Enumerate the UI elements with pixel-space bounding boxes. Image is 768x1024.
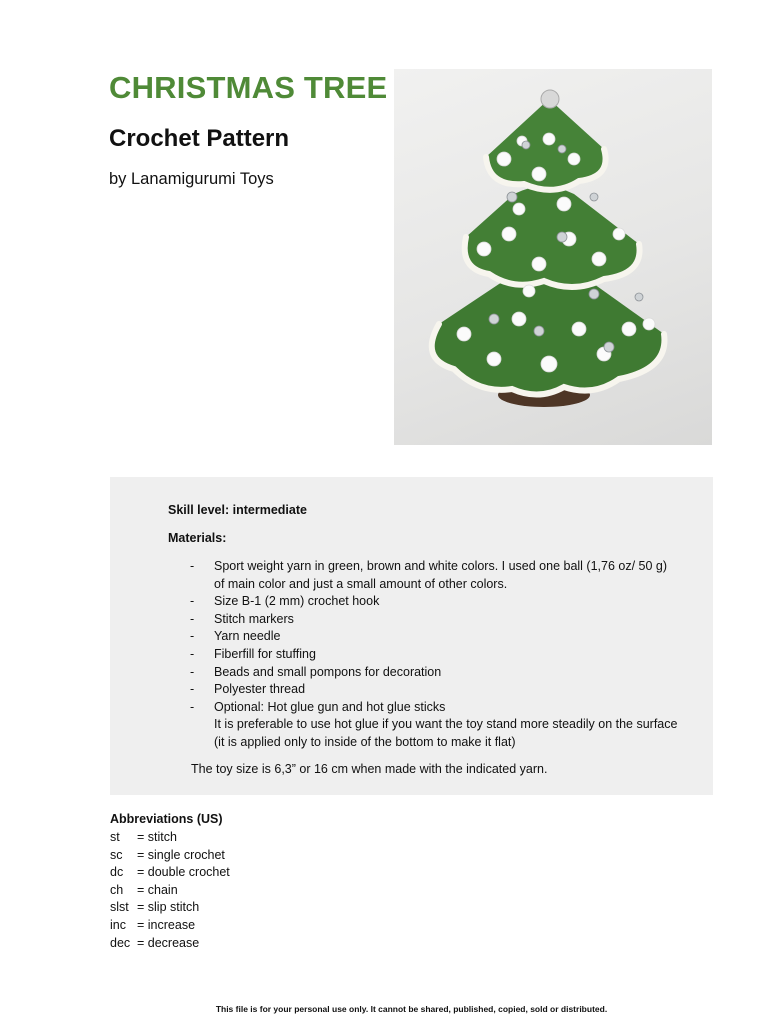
abbr-definition: = double crochet (137, 865, 230, 880)
material-text: Beads and small pompons for decoration (214, 664, 442, 679)
material-text: Polyester thread (214, 682, 306, 697)
abbr-code: inc (110, 917, 126, 932)
copyright-footer: This file is for your personal use only. It cannot be shared, published, copied, sold or distributed. (215, 1004, 608, 1014)
author-line: by Lanamigurumi Toys (109, 170, 274, 188)
abbreviations-list (110, 829, 310, 952)
christmas-tree-photo (394, 69, 712, 445)
crochet-tree-illustration (394, 69, 712, 445)
list-item (110, 864, 310, 882)
list-item (110, 917, 310, 935)
list-item (110, 882, 310, 900)
list-item (190, 681, 710, 699)
materials-list (190, 558, 710, 752)
abbr-definition: = decrease (137, 935, 200, 950)
list-item (110, 935, 310, 953)
list-item (190, 611, 710, 629)
abbr-code: st (110, 830, 120, 844)
list-item (190, 699, 710, 752)
list-dash: - (190, 629, 195, 644)
list-dash: - (190, 611, 195, 626)
list-dash: - (190, 646, 195, 661)
abbr-code: dec (110, 935, 131, 950)
abbr-code: dc (110, 865, 124, 880)
abbr-code: sc (110, 847, 123, 862)
list-dash: - (190, 559, 195, 573)
abbr-code: ch (110, 882, 124, 897)
material-text: Fiberfill for stuffing (214, 646, 316, 661)
material-text: Yarn needle (214, 629, 281, 644)
list-item (110, 899, 310, 917)
abbreviations-heading: Abbreviations (US) (110, 812, 223, 826)
toy-size-note: The toy size is 6,3” or 16 cm when made with the indicated yarn. (191, 762, 548, 776)
abbr-definition: = increase (137, 917, 196, 932)
abbr-definition: = stitch (137, 830, 177, 844)
material-text: Stitch markers (214, 611, 294, 626)
list-item (190, 558, 710, 593)
skill-level: Skill level: intermediate (168, 503, 307, 517)
abbr-definition: = single crochet (137, 847, 225, 862)
material-text: Optional: Hot glue gun and hot glue sticks It is preferable to use hot glue if you want the toy stand more steadily on the surface (it is applied only to inside of the bottom to make it flat) (214, 699, 678, 749)
material-text: Size B-1 (2 mm) crochet hook (214, 594, 380, 609)
list-dash: - (190, 664, 195, 679)
list-item (110, 847, 310, 865)
materials-heading: Materials: (168, 531, 227, 545)
abbr-code: slst (110, 900, 129, 915)
page-title: CHRISTMAS TREE (109, 70, 388, 105)
list-dash: - (190, 699, 195, 714)
page-subtitle: Crochet Pattern (109, 125, 290, 152)
list-item (190, 646, 710, 664)
list-item (110, 829, 310, 847)
materials-box (110, 477, 713, 795)
abbr-definition: = chain (137, 882, 178, 897)
list-item (190, 628, 710, 646)
list-dash: - (190, 682, 195, 697)
list-dash: - (190, 594, 195, 609)
list-item (190, 593, 710, 611)
material-text: Sport weight yarn in green, brown and white colors. I used one ball (1,76 oz/ 50 g) of main color and just a small amount of other colors. (214, 559, 668, 591)
list-item (190, 664, 710, 682)
abbr-definition: = slip stitch (137, 900, 200, 915)
